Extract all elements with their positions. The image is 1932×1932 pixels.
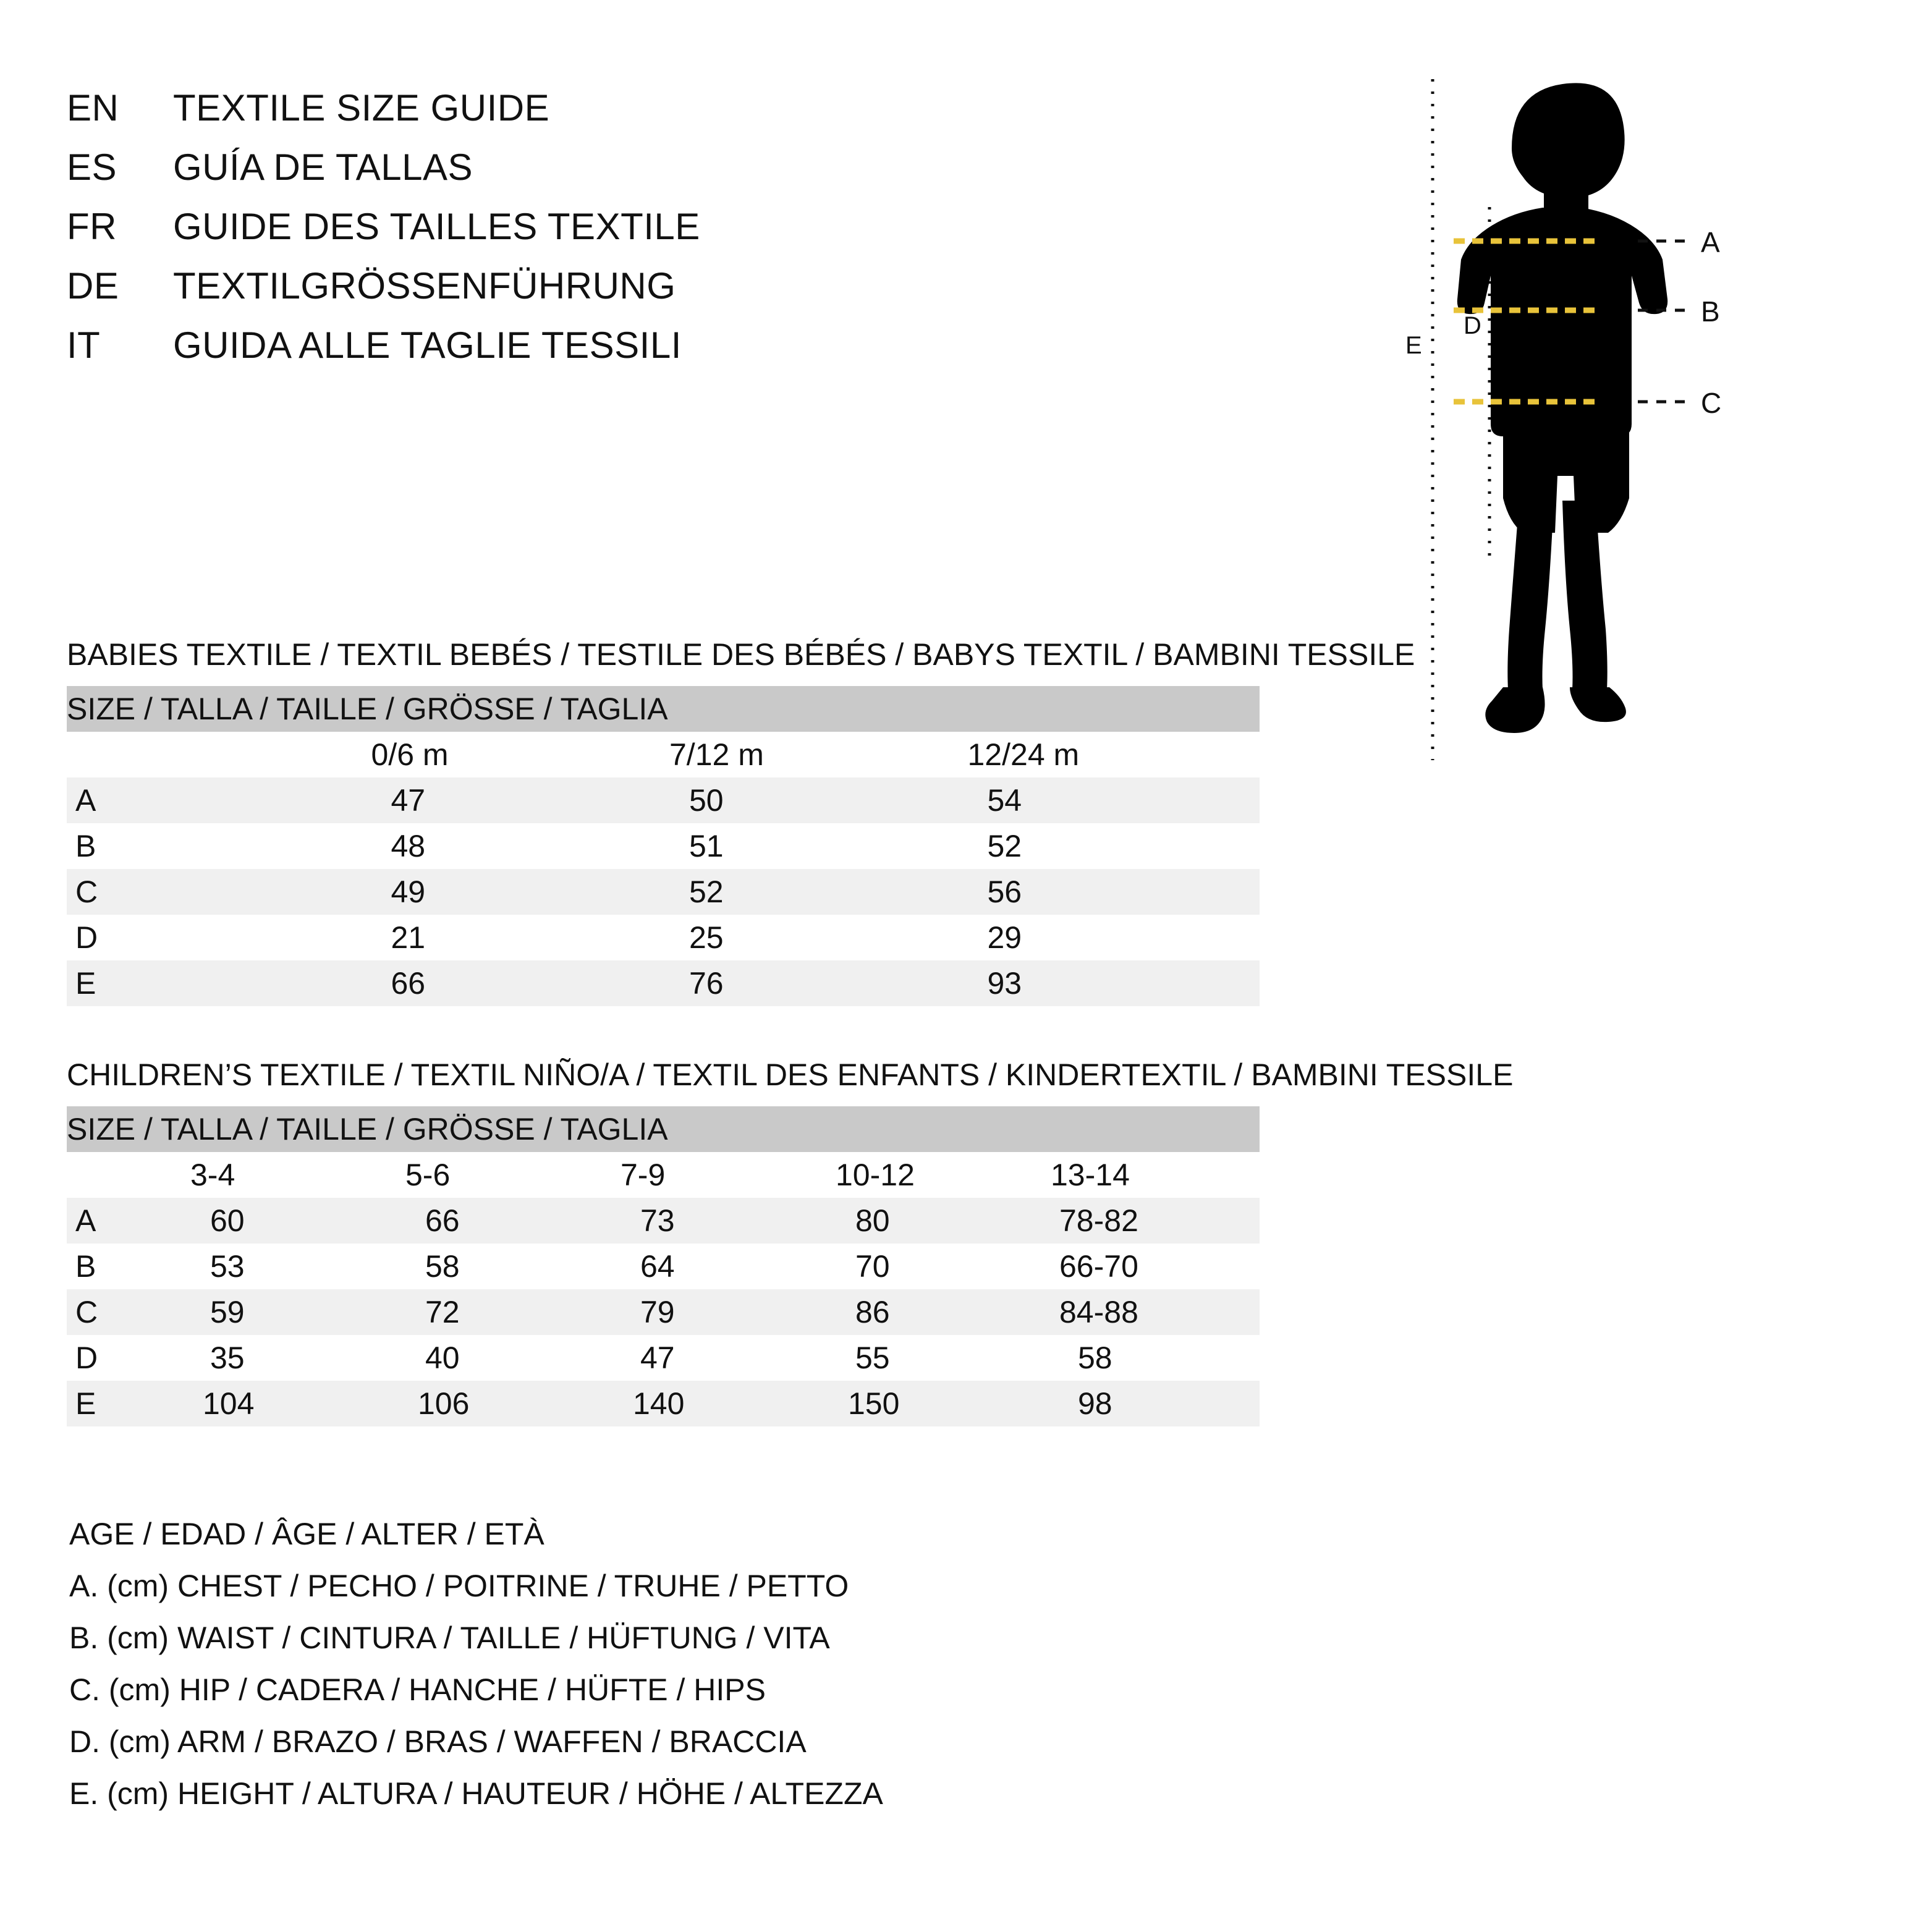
babies-row-label-d: D <box>67 915 365 960</box>
language-code-fr: FR <box>67 206 117 247</box>
children-row-label-a: A <box>67 1198 184 1244</box>
figure-label-c: C <box>1701 387 1722 419</box>
children-c-1: 72 <box>399 1289 614 1335</box>
title-row-fr <box>67 205 1179 265</box>
children-b-4: 66-70 <box>1044 1244 1260 1289</box>
babies-b-2: 52 <box>962 823 1260 869</box>
children-d-3: 55 <box>829 1335 1044 1381</box>
children-section-title: CHILDREN’S TEXTILE / TEXTIL NIÑO/A / TEXTIL DES ENFANTS / KINDERTEXTIL / BAMBINI TESSILE <box>67 1057 1514 1092</box>
language-code-it: IT <box>67 324 101 366</box>
page-title-de: TEXTILGRÖSSENFÜHRUNG <box>173 265 676 307</box>
children-col-0: 3-4 <box>184 1152 399 1198</box>
table-row <box>67 915 1260 960</box>
language-code-de: DE <box>67 265 119 307</box>
babies-col-2: 12/24 m <box>962 732 1260 777</box>
legend-hip: C. (cm) HIP / CADERA / HANCHE / HÜFTE / HIPS <box>69 1672 766 1707</box>
children-row-label-d: D <box>67 1335 184 1381</box>
babies-section <box>67 637 1415 1006</box>
children-column-header-row <box>67 1152 1260 1198</box>
babies-b-0: 48 <box>365 823 664 869</box>
babies-b-1: 51 <box>663 823 962 869</box>
babies-table-header-row <box>67 686 1260 732</box>
table-row <box>67 1335 1260 1381</box>
babies-e-1: 76 <box>663 960 962 1006</box>
children-c-2: 79 <box>614 1289 829 1335</box>
children-d-0: 35 <box>184 1335 399 1381</box>
legend-chest: A. (cm) CHEST / PECHO / POITRINE / TRUHE / PETTO <box>69 1569 849 1603</box>
table-row <box>67 1289 1260 1335</box>
babies-row-label-e: E <box>67 960 365 1006</box>
children-c-4: 84-88 <box>1044 1289 1260 1335</box>
page-title-es: GUÍA DE TALLAS <box>173 146 473 188</box>
title-row-de <box>67 265 1179 324</box>
children-e-0: 104 <box>184 1381 399 1426</box>
babies-a-2: 54 <box>962 777 1260 823</box>
children-e-3: 150 <box>829 1381 1044 1426</box>
children-col-3: 10-12 <box>829 1152 1044 1198</box>
children-b-2: 64 <box>614 1244 829 1289</box>
children-a-1: 66 <box>399 1198 614 1244</box>
children-table-header: SIZE / TALLA / TAILLE / GRÖSSE / TAGLIA <box>67 1106 1260 1152</box>
babies-a-0: 47 <box>365 777 664 823</box>
child-silhouette <box>1457 83 1667 733</box>
babies-c-1: 52 <box>663 869 962 915</box>
babies-e-2: 93 <box>962 960 1260 1006</box>
children-row-label-c: C <box>67 1289 184 1335</box>
children-a-2: 73 <box>614 1198 829 1244</box>
children-row-label-e: E <box>67 1381 184 1426</box>
page-title-it: GUIDA ALLE TAGLIE TESSILI <box>173 324 682 366</box>
babies-size-table <box>67 686 1260 1006</box>
children-d-2: 47 <box>614 1335 829 1381</box>
language-code-es: ES <box>67 146 117 188</box>
babies-row-label-c: C <box>67 869 365 915</box>
table-row <box>67 1244 1260 1289</box>
legend-arm: D. (cm) ARM / BRAZO / BRAS / WAFFEN / BRACCIA <box>69 1724 807 1759</box>
figure-label-a: A <box>1701 226 1720 258</box>
babies-a-1: 50 <box>663 777 962 823</box>
page-title-en: TEXTILE SIZE GUIDE <box>173 87 550 129</box>
children-a-0: 60 <box>184 1198 399 1244</box>
page-title-fr: GUIDE DES TAILLES TEXTILE <box>173 206 700 247</box>
legend-waist: B. (cm) WAIST / CINTURA / TAILLE / HÜFTUNG / VITA <box>69 1621 830 1655</box>
babies-c-0: 49 <box>365 869 664 915</box>
children-e-1: 106 <box>399 1381 614 1426</box>
table-row <box>67 1381 1260 1426</box>
figure-label-d: D <box>1464 312 1481 339</box>
title-row-it <box>67 324 1179 383</box>
figure-label-e: E <box>1405 332 1422 359</box>
children-b-3: 70 <box>829 1244 1044 1289</box>
children-size-table <box>67 1106 1260 1426</box>
babies-col-0: 0/6 m <box>365 732 664 777</box>
children-b-1: 58 <box>399 1244 614 1289</box>
children-col-4: 13-14 <box>1044 1152 1260 1198</box>
measurement-figure <box>1397 74 1854 785</box>
children-a-3: 80 <box>829 1198 1044 1244</box>
children-e-4: 98 <box>1044 1381 1260 1426</box>
babies-column-header-row <box>67 732 1260 777</box>
table-row <box>67 960 1260 1006</box>
table-row <box>67 777 1260 823</box>
title-block <box>67 87 1179 383</box>
legend-block <box>69 1508 1429 1820</box>
children-col-2: 7-9 <box>614 1152 829 1198</box>
language-code-en: EN <box>67 87 119 129</box>
table-row <box>67 869 1260 915</box>
children-b-0: 53 <box>184 1244 399 1289</box>
babies-row-label-a: A <box>67 777 365 823</box>
babies-c-2: 56 <box>962 869 1260 915</box>
table-row <box>67 823 1260 869</box>
children-section <box>67 1057 1514 1426</box>
children-table-header-row <box>67 1106 1260 1152</box>
children-d-1: 40 <box>399 1335 614 1381</box>
babies-table-header: SIZE / TALLA / TAILLE / GRÖSSE / TAGLIA <box>67 686 1260 732</box>
babies-col-1: 7/12 m <box>663 732 962 777</box>
children-d-4: 58 <box>1044 1335 1260 1381</box>
children-c-0: 59 <box>184 1289 399 1335</box>
children-row-label-b: B <box>67 1244 184 1289</box>
babies-section-title: BABIES TEXTILE / TEXTIL BEBÉS / TESTILE DES BÉBÉS / BABYS TEXTIL / BAMBINI TESSILE <box>67 637 1415 672</box>
title-row-en <box>67 87 1179 146</box>
title-row-es <box>67 146 1179 205</box>
legend-height: E. (cm) HEIGHT / ALTURA / HAUTEUR / HÖHE / ALTEZZA <box>69 1776 883 1811</box>
babies-d-1: 25 <box>663 915 962 960</box>
babies-d-2: 29 <box>962 915 1260 960</box>
babies-e-0: 66 <box>365 960 664 1006</box>
legend-age: AGE / EDAD / ÂGE / ALTER / ETÀ <box>69 1517 544 1551</box>
table-row <box>67 1198 1260 1244</box>
children-a-4: 78-82 <box>1044 1198 1260 1244</box>
children-c-3: 86 <box>829 1289 1044 1335</box>
babies-row-label-b: B <box>67 823 365 869</box>
babies-d-0: 21 <box>365 915 664 960</box>
children-col-1: 5-6 <box>399 1152 614 1198</box>
children-e-2: 140 <box>614 1381 829 1426</box>
figure-label-b: B <box>1701 295 1720 328</box>
